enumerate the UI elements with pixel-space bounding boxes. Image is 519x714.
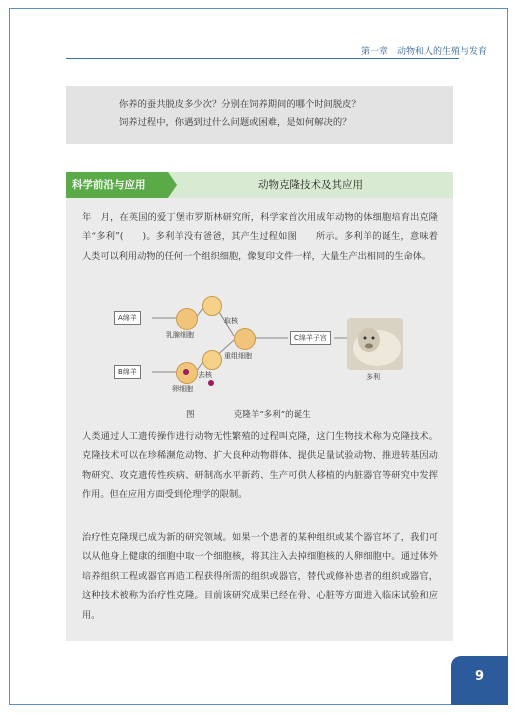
caption-prefix: 图 bbox=[186, 410, 195, 420]
donor-nucleus-icon bbox=[202, 296, 222, 316]
section-title-bar bbox=[66, 172, 453, 198]
egg-cell-label: 卵细胞 bbox=[172, 385, 193, 393]
dolly-sheep-photo bbox=[347, 318, 403, 370]
take-nucleus-label: 取核 bbox=[224, 317, 238, 325]
section-tag: 科学前沿与应用 bbox=[66, 172, 168, 198]
recombined-cell-label: 重组细胞 bbox=[224, 352, 252, 360]
figure-caption bbox=[186, 408, 311, 420]
science-frontier-section bbox=[66, 172, 453, 641]
breast-cell-icon bbox=[176, 308, 198, 330]
dolly-label: 多利 bbox=[366, 373, 380, 381]
header-rule bbox=[66, 58, 459, 59]
breast-cell-label: 乳腺细胞 bbox=[166, 331, 194, 339]
paragraph-therapeutic-cloning: 治疗性克隆现已成为新的研究领域。如果一个患者的某种组织或某个器官坏了，我们可以从他身上健康的细胞中取一个细胞核，将其注入去掉细胞核的人卵细胞中。通过体外培养组织工程或器官再造工程获得所需的组织或器官，替代或修补患者的组织或器官，这种技术被称为治疗性克隆。目前该研究成果已经在骨、心脏等方面进入临床试验和应用。 bbox=[82, 532, 438, 621]
section-title: 动物克隆技术及其应用 bbox=[258, 179, 363, 191]
sheep-icon bbox=[347, 318, 403, 370]
caption-text: 克隆羊“多利”的诞生 bbox=[233, 410, 311, 420]
page-number: 9 bbox=[451, 656, 508, 705]
sheep-a-label: A绵羊 bbox=[114, 311, 141, 325]
question-1: 你养的蚕共脱皮多少次？分别在饲养期间的哪个时间脱皮？ bbox=[119, 99, 361, 110]
question-2: 饲养过程中，你遇到过什么问题或困难，是如何解决的？ bbox=[119, 117, 352, 128]
egg-nucleus-icon bbox=[183, 369, 189, 375]
enucleated-egg-icon bbox=[202, 350, 222, 370]
tag-arrow bbox=[168, 172, 177, 198]
question-box bbox=[66, 86, 453, 144]
recombined-cell-icon bbox=[234, 328, 256, 350]
sheep-c-label: C绵羊子宫 bbox=[290, 331, 331, 345]
cloning-diagram bbox=[114, 296, 414, 406]
sheep-b-label: B绵羊 bbox=[114, 365, 141, 379]
removed-nucleus-icon bbox=[208, 380, 214, 386]
paragraph-cloning-tech: 人类通过人工遗传操作进行动物无性繁殖的过程叫克隆，这门生物技术称为克隆技术。克隆技术可以在珍稀濒危动物、扩大良种动物群体、提供足量试验动物、推进转基因动物研究、攻克遗传性疾病、研制高水平新药、生产可供人移植的内脏器官等研究中发挥作用。但在应用方面受到伦理学的限制。 bbox=[82, 431, 438, 501]
chapter-header: 第一章 动物和人的生殖与发育 bbox=[360, 47, 487, 57]
paragraph-intro: 年 月，在英国的爱丁堡市罗斯林研究所，科学家首次用成年动物的体细胞培育出克隆羊“多利”( )。多利羊没有爸爸，其产生过程如图 所示。多利羊的诞生，意味着人类可以利用动物的任何一个组织细胞，像复印文件一样，大量生产出相同的生命体。 bbox=[82, 212, 438, 262]
remove-nucleus-label: 去核 bbox=[198, 371, 212, 379]
